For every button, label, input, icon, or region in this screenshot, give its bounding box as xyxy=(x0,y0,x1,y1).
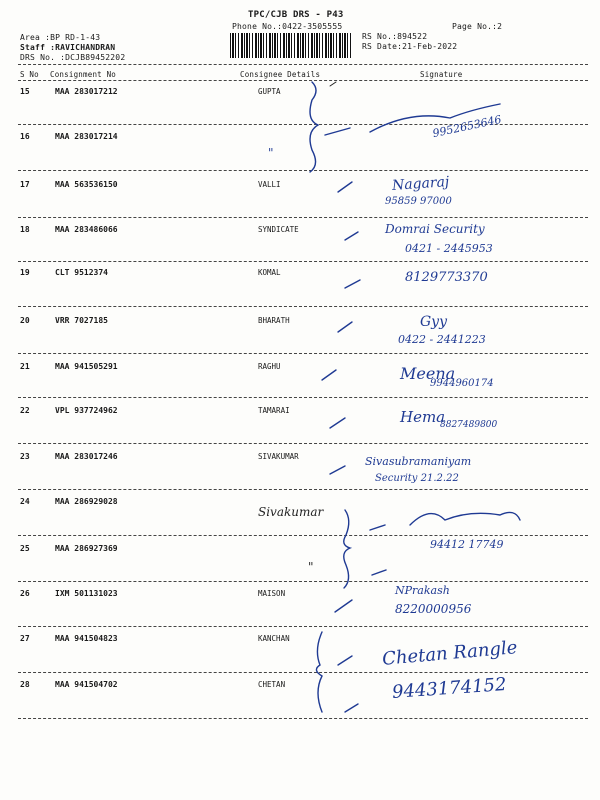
consignee-name: GUPTA xyxy=(258,87,281,96)
serial-number: 27 xyxy=(20,634,30,643)
row-divider xyxy=(18,626,588,627)
ditto-mark: " xyxy=(308,560,314,574)
serial-number: 22 xyxy=(20,406,30,415)
consignment-number: IXM 501131023 xyxy=(55,589,118,598)
handwritten-signature: Domrai Security xyxy=(385,222,485,236)
serial-number: 24 xyxy=(20,497,30,506)
consignee-name: CHETAN xyxy=(258,680,286,689)
consignment-number: MAA 286929028 xyxy=(55,497,118,506)
col-sno: S No xyxy=(20,70,39,79)
area-label: Area :BP RD-1-43 xyxy=(20,33,101,42)
consignee-name: VALLI xyxy=(258,180,281,189)
handwritten-signature: Sivasubramaniyam xyxy=(365,455,472,468)
handwritten-signature: Nagaraj xyxy=(391,174,450,194)
row-divider xyxy=(18,306,588,307)
consignment-number: MAA 563536150 xyxy=(55,180,118,189)
row-divider xyxy=(18,672,588,673)
handwritten-phone: 8220000956 xyxy=(395,602,472,616)
handwritten-signature: Security 21.2.22 xyxy=(375,473,459,484)
serial-number: 15 xyxy=(20,87,30,96)
consignment-number: MAA 283486066 xyxy=(55,225,118,234)
rs-number: RS No.:894522 xyxy=(362,32,428,41)
consignment-number: VRR 7027185 xyxy=(55,316,108,325)
consignee-name: KANCHAN xyxy=(258,634,290,643)
phone-number: Phone No.:0422-3505555 xyxy=(232,22,343,31)
col-consignee: Consignee Details xyxy=(240,70,321,79)
handwritten-phone: 9443174152 xyxy=(391,674,508,703)
serial-number: 21 xyxy=(20,362,30,371)
row-divider xyxy=(18,170,588,171)
row-divider xyxy=(18,718,588,719)
consignee-name: KOMAL xyxy=(258,268,281,277)
consignee-name: RAGHU xyxy=(258,362,281,371)
consignment-number: MAA 283017246 xyxy=(55,452,118,461)
consignment-number: MAA 941504702 xyxy=(55,680,118,689)
row-divider xyxy=(18,397,588,398)
handwritten-phone: 8827489800 xyxy=(440,420,498,430)
handwritten-phone: 95859 97000 xyxy=(385,196,452,207)
row-divider xyxy=(18,261,588,262)
serial-number: 25 xyxy=(20,544,30,553)
consignee-name: BHARATH xyxy=(258,316,290,325)
consignment-number: VPL 937724962 xyxy=(55,406,118,415)
col-consignment: Consignment No xyxy=(50,70,117,79)
consignment-number: MAA 941504823 xyxy=(55,634,118,643)
serial-number: 20 xyxy=(20,316,30,325)
serial-number: 28 xyxy=(20,680,30,689)
handwritten-phone: 0421 - 2445953 xyxy=(405,242,493,255)
consignee-name: MAISON xyxy=(258,589,286,598)
serial-number: 17 xyxy=(20,180,30,189)
divider xyxy=(18,64,588,65)
sheet-title: TPC/CJB DRS - P43 xyxy=(248,10,344,20)
consignee-name: SIVAKUMAR xyxy=(258,452,299,461)
handwritten-phone: 8129773370 xyxy=(405,270,488,285)
consignment-number: MAA 286927369 xyxy=(55,544,118,553)
consignment-number: CLT 9512374 xyxy=(55,268,108,277)
handwritten-phone: 9944960174 xyxy=(430,378,494,389)
consignment-number: MAA 941505291 xyxy=(55,362,118,371)
row-divider xyxy=(18,217,588,218)
serial-number: 23 xyxy=(20,452,30,461)
staff-label: Staff :RAVICHANDRAN xyxy=(20,43,116,52)
handwritten-signature: Meena xyxy=(400,364,456,383)
handwritten-phone: 9952653646 xyxy=(431,112,503,141)
row-divider xyxy=(18,581,588,582)
barcode xyxy=(230,33,352,58)
row-divider xyxy=(18,535,588,536)
handwritten-signature: Chetan Rangle xyxy=(381,637,519,670)
page-number: Page No.:2 xyxy=(452,22,503,31)
consignment-number: MAA 283017214 xyxy=(55,132,118,141)
consignment-number: MAA 283017212 xyxy=(55,87,118,96)
serial-number: 26 xyxy=(20,589,30,598)
handwritten-name: Sivakumar xyxy=(258,505,324,519)
handwritten-signature: Gyy xyxy=(420,314,448,330)
handwritten-phone: 0422 - 2441223 xyxy=(398,333,486,346)
handwritten-phone: 94412 17749 xyxy=(430,538,504,551)
handwritten-signature: NPrakash xyxy=(395,584,450,597)
consignee-name: TAMARAI xyxy=(258,406,290,415)
serial-number: 16 xyxy=(20,132,30,141)
serial-number: 19 xyxy=(20,268,30,277)
serial-number: 18 xyxy=(20,225,30,234)
ditto-mark: " xyxy=(268,146,274,160)
divider xyxy=(18,80,588,81)
handwritten-signature: Hema xyxy=(400,408,446,426)
col-signature: Signature xyxy=(420,70,463,79)
brace-mark xyxy=(310,82,318,172)
row-divider xyxy=(18,353,588,354)
row-divider xyxy=(18,443,588,444)
rs-date: RS Date:21-Feb-2022 xyxy=(362,42,458,51)
row-divider xyxy=(18,489,588,490)
consignee-name: SYNDICATE xyxy=(258,225,299,234)
drs-number: DRS No. :DCJB89452202 xyxy=(20,53,126,62)
